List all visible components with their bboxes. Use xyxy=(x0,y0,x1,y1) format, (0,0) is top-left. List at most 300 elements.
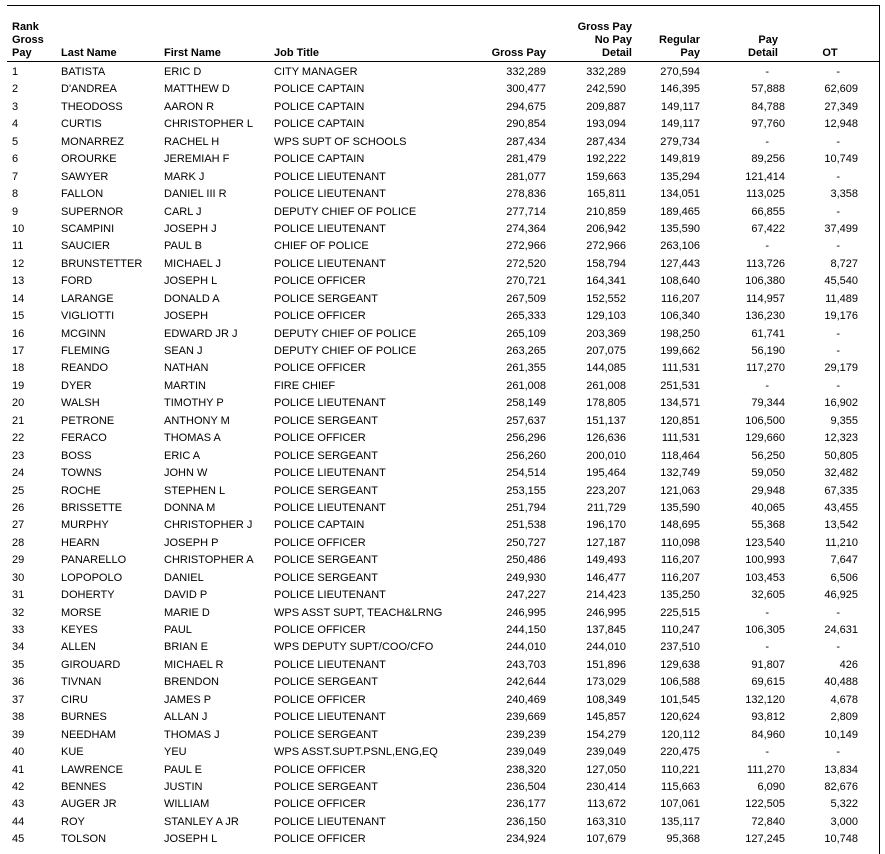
last-name-cell: KEYES xyxy=(61,624,98,636)
first-name-cell: MICHAEL J xyxy=(164,257,222,270)
last-name-cell: TIVNAN xyxy=(61,676,102,689)
last-name-cell: THEODOSS xyxy=(61,100,123,113)
job-title-cell: POLICE SERGEANT xyxy=(274,449,378,462)
gross-pay-no-detail-cell: 195,464 xyxy=(586,467,626,480)
job-title-cell: POLICE CAPTAIN xyxy=(274,153,365,166)
first-name-cell: RACHEL H xyxy=(164,135,220,148)
gross-pay-no-detail-cell: 192,222 xyxy=(586,153,626,166)
table-row xyxy=(0,343,885,360)
job-title-cell: POLICE LIEUTENANT xyxy=(274,501,386,514)
regular-pay-cell: 149,117 xyxy=(661,118,700,131)
ot-cell: 7,647 xyxy=(830,554,858,567)
gross-pay-cell: 300,477 xyxy=(506,83,546,96)
job-title-cell: POLICE LIEUTENANT xyxy=(274,467,386,480)
regular-pay-cell: 110,221 xyxy=(661,763,700,776)
regular-pay-cell: 110,247 xyxy=(661,624,700,636)
pay-detail-cell: - xyxy=(765,746,769,759)
rank-cell: 10 xyxy=(12,222,25,235)
gross-pay-cell: 261,008 xyxy=(506,379,546,392)
first-name-cell: CARL J xyxy=(164,205,202,218)
job-title-cell: POLICE OFFICER xyxy=(274,432,366,445)
gross-pay-cell: 265,333 xyxy=(506,310,546,323)
gross-pay-no-detail-cell: 200,010 xyxy=(586,449,626,462)
regular-pay-cell: 225,515 xyxy=(660,606,700,619)
regular-pay-cell: 198,250 xyxy=(660,327,700,340)
table-row xyxy=(0,430,885,447)
rank-cell: 38 xyxy=(12,711,25,724)
last-name-cell: CURTIS xyxy=(61,118,102,131)
last-name-cell: BURNES xyxy=(61,711,107,724)
gross-pay-cell: 258,149 xyxy=(506,397,546,410)
pay-detail-cell: 40,065 xyxy=(751,501,785,514)
first-name-cell: JOSEPH xyxy=(164,310,209,323)
pay-detail-cell: - xyxy=(765,135,769,148)
last-name-cell: DYER xyxy=(61,379,92,392)
job-title-cell: POLICE LIEUTENANT xyxy=(274,397,386,410)
gross-pay-no-detail-cell: 203,369 xyxy=(586,327,626,340)
rank-cell: 3 xyxy=(12,100,19,113)
job-title-cell: CHIEF OF POLICE xyxy=(274,240,369,253)
regular-pay-cell: 101,545 xyxy=(660,693,700,706)
ot-cell: 19,176 xyxy=(824,310,858,323)
table-row xyxy=(0,273,885,290)
pay-detail-cell: 113,726 xyxy=(746,257,785,270)
header-gross-pay: Gross Pay xyxy=(491,47,546,59)
pay-detail-cell: 103,453 xyxy=(745,571,785,584)
job-title-cell: POLICE OFFICER xyxy=(274,798,366,811)
rank-cell: 14 xyxy=(12,292,25,305)
pay-detail-cell: - xyxy=(765,641,769,654)
table-row xyxy=(0,744,885,761)
gross-pay-cell: 281,479 xyxy=(506,153,546,166)
gross-pay-no-detail-cell: 145,857 xyxy=(586,711,626,724)
regular-pay-cell: 263,106 xyxy=(660,240,700,253)
header-pay-detail: Pay Detail xyxy=(748,34,778,59)
table-row xyxy=(0,99,885,116)
gross-pay-cell: 251,538 xyxy=(506,519,546,532)
first-name-cell: JOSEPH J xyxy=(164,222,217,235)
last-name-cell: SCAMPINI xyxy=(61,222,115,235)
ot-cell: 11,489 xyxy=(825,292,858,305)
first-name-cell: PAUL B xyxy=(164,240,202,253)
rank-cell: 6 xyxy=(12,153,19,166)
first-name-cell: NATHAN xyxy=(164,362,209,375)
gross-pay-no-detail-cell: 193,094 xyxy=(586,118,626,131)
job-title-cell: POLICE LIEUTENANT xyxy=(274,188,386,201)
table-row xyxy=(0,639,885,656)
pay-detail-cell: - xyxy=(765,606,769,619)
rank-cell: 9 xyxy=(12,205,19,218)
rank-cell: 13 xyxy=(12,275,25,288)
pay-detail-cell: 72,840 xyxy=(751,815,785,828)
pay-detail-cell: 129,660 xyxy=(745,432,785,445)
last-name-cell: SAWYER xyxy=(61,170,109,183)
pay-detail-cell: 117,270 xyxy=(746,362,785,375)
job-title-cell: POLICE SERGEANT xyxy=(274,676,378,689)
first-name-cell: SEAN J xyxy=(164,345,203,357)
last-name-cell: BATISTA xyxy=(61,66,106,78)
ot-cell: 10,149 xyxy=(824,728,858,741)
ot-cell: 6,506 xyxy=(830,571,858,584)
last-name-cell: HEARN xyxy=(61,536,100,549)
gross-pay-cell: 242,644 xyxy=(506,676,546,689)
regular-pay-cell: 115,663 xyxy=(661,780,700,793)
regular-pay-cell: 116,207 xyxy=(661,292,700,305)
gross-pay-no-detail-cell: 144,085 xyxy=(586,362,626,375)
regular-pay-cell: 220,475 xyxy=(660,746,700,759)
gross-pay-no-detail-cell: 163,310 xyxy=(586,815,626,828)
first-name-cell: ALLAN J xyxy=(164,711,208,724)
pay-detail-cell: 56,250 xyxy=(751,449,785,462)
gross-pay-cell: 256,260 xyxy=(506,449,546,462)
gross-pay-no-detail-cell: 158,794 xyxy=(586,257,626,270)
pay-detail-cell: 67,422 xyxy=(751,222,785,235)
job-title-cell: POLICE CAPTAIN xyxy=(274,100,365,113)
table-row xyxy=(0,570,885,587)
pay-detail-cell: 97,760 xyxy=(751,118,785,131)
gross-pay-no-detail-cell: 127,050 xyxy=(586,763,626,776)
job-title-cell: POLICE OFFICER xyxy=(274,833,366,846)
gross-pay-cell: 290,854 xyxy=(506,118,546,131)
gross-pay-cell: 267,509 xyxy=(506,292,546,305)
ot-cell: - xyxy=(836,641,840,654)
gross-pay-cell: 239,239 xyxy=(506,728,546,741)
ot-cell: 5,322 xyxy=(830,798,858,811)
pay-detail-cell: 123,540 xyxy=(745,536,785,549)
regular-pay-cell: 135,294 xyxy=(660,170,700,183)
first-name-cell: JEREMIAH F xyxy=(164,153,230,166)
table-row xyxy=(0,762,885,779)
regular-pay-cell: 120,851 xyxy=(660,414,700,427)
last-name-cell: OROURKE xyxy=(61,153,117,166)
regular-pay-cell: 95,368 xyxy=(666,833,700,846)
pay-detail-cell: 79,344 xyxy=(751,397,785,410)
regular-pay-cell: 107,061 xyxy=(660,798,700,811)
header-gross-pay-no-detail: Gross Pay No Pay Detail xyxy=(577,21,632,59)
ot-cell: 27,349 xyxy=(824,100,858,113)
gross-pay-no-detail-cell: 244,010 xyxy=(586,641,626,654)
regular-pay-cell: 279,734 xyxy=(660,135,700,148)
ot-cell: 426 xyxy=(839,658,858,671)
ot-cell: 40,488 xyxy=(824,676,858,689)
first-name-cell: PAUL xyxy=(164,624,192,636)
ot-cell: - xyxy=(836,205,840,218)
pay-detail-cell: 6,090 xyxy=(757,780,785,793)
pay-detail-cell: 91,807 xyxy=(751,658,785,671)
gross-pay-no-detail-cell: 242,590 xyxy=(586,83,626,96)
table-row xyxy=(0,535,885,552)
gross-pay-no-detail-cell: 261,008 xyxy=(586,379,626,392)
last-name-cell: VIGLIOTTI xyxy=(61,310,115,323)
regular-pay-cell: 135,590 xyxy=(660,222,700,235)
gross-pay-cell: 253,155 xyxy=(506,484,546,497)
gross-pay-no-detail-cell: 230,414 xyxy=(586,780,626,793)
ot-cell: 62,609 xyxy=(824,83,858,96)
ot-cell: 29,179 xyxy=(824,362,858,375)
first-name-cell: THOMAS J xyxy=(164,728,220,741)
table-row xyxy=(0,779,885,796)
ot-cell: 32,482 xyxy=(824,467,858,480)
first-name-cell: ERIC A xyxy=(164,449,201,462)
ot-cell: 9,355 xyxy=(830,414,858,427)
gross-pay-no-detail-cell: 127,187 xyxy=(586,536,626,549)
ot-cell: - xyxy=(836,379,840,392)
first-name-cell: TIMOTHY P xyxy=(164,397,224,410)
rank-cell: 40 xyxy=(12,746,25,759)
last-name-cell: NEEDHAM xyxy=(61,728,117,741)
ot-cell: - xyxy=(836,746,840,759)
last-name-cell: BRISSETTE xyxy=(61,501,123,514)
gross-pay-no-detail-cell: 113,672 xyxy=(587,798,626,811)
pay-detail-cell: 66,855 xyxy=(751,205,785,218)
rank-cell: 4 xyxy=(12,118,19,131)
first-name-cell: ERIC D xyxy=(164,66,202,78)
last-name-cell: MONARREZ xyxy=(61,135,124,148)
regular-pay-cell: 270,594 xyxy=(660,66,700,78)
job-title-cell: POLICE OFFICER xyxy=(274,275,366,288)
table-row xyxy=(0,204,885,221)
pay-detail-cell: 59,050 xyxy=(751,467,785,480)
job-title-cell: POLICE SERGEANT xyxy=(274,728,378,741)
gross-pay-cell: 234,924 xyxy=(506,833,546,846)
job-title-cell: POLICE OFFICER xyxy=(274,310,366,323)
gross-pay-cell: 238,320 xyxy=(506,763,546,776)
last-name-cell: TOLSON xyxy=(61,833,107,846)
regular-pay-cell: 120,112 xyxy=(661,728,700,741)
gross-pay-no-detail-cell: 107,679 xyxy=(586,833,626,846)
last-name-cell: REANDO xyxy=(61,362,109,375)
gross-pay-cell: 236,177 xyxy=(506,798,546,811)
job-title-cell: POLICE LIEUTENANT xyxy=(274,589,386,602)
regular-pay-cell: 134,571 xyxy=(660,397,700,410)
rank-cell: 25 xyxy=(12,484,25,497)
job-title-cell: POLICE CAPTAIN xyxy=(274,519,365,532)
job-title-cell: CITY MANAGER xyxy=(274,66,358,78)
table-row xyxy=(0,326,885,343)
pay-detail-cell: 32,605 xyxy=(751,589,785,602)
last-name-cell: FERACO xyxy=(61,432,107,445)
table-row xyxy=(0,308,885,325)
gross-pay-no-detail-cell: 211,729 xyxy=(587,501,626,514)
regular-pay-cell: 134,051 xyxy=(660,188,700,201)
table-row xyxy=(0,291,885,308)
ot-cell: 13,834 xyxy=(824,763,858,776)
gross-pay-no-detail-cell: 159,663 xyxy=(586,170,626,183)
table-row xyxy=(0,151,885,168)
rank-cell: 8 xyxy=(12,188,19,201)
regular-pay-cell: 106,340 xyxy=(660,310,700,323)
ot-cell: 10,749 xyxy=(824,153,858,166)
ot-cell: 12,948 xyxy=(824,118,858,131)
regular-pay-cell: 121,063 xyxy=(660,484,700,497)
rank-cell: 37 xyxy=(12,693,25,706)
job-title-cell: POLICE SERGEANT xyxy=(274,571,378,584)
rank-cell: 31 xyxy=(12,589,25,602)
first-name-cell: MICHAEL R xyxy=(164,658,224,671)
gross-pay-cell: 240,469 xyxy=(506,693,546,706)
ot-cell: 3,358 xyxy=(830,188,858,201)
gross-pay-no-detail-cell: 332,289 xyxy=(586,66,626,78)
gross-pay-no-detail-cell: 246,995 xyxy=(586,606,626,619)
last-name-cell: ALLEN xyxy=(61,641,96,654)
pay-detail-cell: 100,993 xyxy=(745,554,785,567)
rank-cell: 39 xyxy=(12,728,25,741)
gross-pay-no-detail-cell: 152,552 xyxy=(586,292,626,305)
table-row xyxy=(0,622,885,639)
gross-pay-no-detail-cell: 137,845 xyxy=(586,624,626,636)
first-name-cell: MARK J xyxy=(164,170,205,183)
ot-cell: 13,542 xyxy=(824,519,858,532)
table-row xyxy=(0,378,885,395)
rank-cell: 43 xyxy=(12,798,25,811)
last-name-cell: MURPHY xyxy=(61,519,109,532)
job-title-cell: FIRE CHIEF xyxy=(274,379,336,392)
rank-cell: 11 xyxy=(12,240,24,253)
header-regular-pay: Regular Pay xyxy=(659,34,700,59)
gross-pay-cell: 250,486 xyxy=(506,554,546,567)
header-job-title: Job Title xyxy=(274,47,320,59)
table-row xyxy=(0,483,885,500)
job-title-cell: POLICE LIEUTENANT xyxy=(274,815,386,828)
first-name-cell: ANTHONY M xyxy=(164,414,230,427)
gross-pay-cell: 272,966 xyxy=(506,240,546,253)
table-row xyxy=(0,169,885,186)
rank-cell: 35 xyxy=(12,658,25,671)
table-row xyxy=(0,814,885,831)
job-title-cell: POLICE CAPTAIN xyxy=(274,83,365,96)
gross-pay-cell: 243,703 xyxy=(506,658,546,671)
first-name-cell: THOMAS A xyxy=(164,432,221,445)
rank-cell: 15 xyxy=(12,310,25,323)
gross-pay-no-detail-cell: 149,493 xyxy=(586,554,626,567)
gross-pay-cell: 254,514 xyxy=(506,467,546,480)
table-row xyxy=(0,709,885,726)
job-title-cell: DEPUTY CHIEF OF POLICE xyxy=(274,205,417,218)
first-name-cell: MARTIN xyxy=(164,379,206,392)
job-title-cell: POLICE OFFICER xyxy=(274,536,366,549)
pay-detail-cell: - xyxy=(765,240,769,253)
table-row xyxy=(0,727,885,744)
table-row xyxy=(0,465,885,482)
last-name-cell: LOPOPOLO xyxy=(61,571,123,584)
ot-cell: - xyxy=(836,606,840,619)
header-divider xyxy=(7,61,879,62)
first-name-cell: CHRISTOPHER A xyxy=(164,554,254,567)
gross-pay-no-detail-cell: 209,887 xyxy=(586,100,626,113)
last-name-cell: FLEMING xyxy=(61,345,110,357)
gross-pay-no-detail-cell: 129,103 xyxy=(586,310,626,323)
table-row xyxy=(0,517,885,534)
pay-detail-cell: 106,500 xyxy=(745,414,785,427)
rank-cell: 16 xyxy=(12,327,25,340)
pay-detail-cell: 113,025 xyxy=(746,188,785,201)
first-name-cell: JOSEPH L xyxy=(164,275,218,288)
gross-pay-no-detail-cell: 287,434 xyxy=(586,135,626,148)
pay-detail-cell: 121,414 xyxy=(745,170,785,183)
job-title-cell: POLICE SERGEANT xyxy=(274,292,378,305)
table-body xyxy=(0,64,885,849)
pay-detail-cell: 29,948 xyxy=(751,484,785,497)
rank-cell: 17 xyxy=(12,345,25,357)
rank-cell: 36 xyxy=(12,676,25,689)
regular-pay-cell: 146,395 xyxy=(660,83,700,96)
rank-cell: 21 xyxy=(12,414,25,427)
job-title-cell: POLICE OFFICER xyxy=(274,693,366,706)
last-name-cell: BRUNSTETTER xyxy=(61,257,143,270)
job-title-cell: POLICE OFFICER xyxy=(274,362,366,375)
first-name-cell: YEU xyxy=(164,746,187,759)
ot-cell: 67,335 xyxy=(824,484,858,497)
job-title-cell: DEPUTY CHIEF OF POLICE xyxy=(274,327,417,340)
first-name-cell: MATTHEW D xyxy=(164,83,230,96)
regular-pay-cell: 120,624 xyxy=(660,711,700,724)
gross-pay-cell: 239,049 xyxy=(506,746,546,759)
table-row xyxy=(0,605,885,622)
gross-pay-no-detail-cell: 154,279 xyxy=(586,728,626,741)
ot-cell: 12,323 xyxy=(824,432,858,445)
first-name-cell: DAVID P xyxy=(164,589,208,602)
table-row xyxy=(0,81,885,98)
gross-pay-cell: 272,520 xyxy=(506,257,546,270)
table-row xyxy=(0,657,885,674)
ot-cell: - xyxy=(836,240,840,253)
regular-pay-cell: 135,590 xyxy=(660,501,700,514)
rank-cell: 7 xyxy=(12,170,19,183)
gross-pay-cell: 274,364 xyxy=(506,222,546,235)
pay-detail-cell: 106,380 xyxy=(745,275,785,288)
job-title-cell: POLICE SERGEANT xyxy=(274,554,378,567)
first-name-cell: CHRISTOPHER J xyxy=(164,519,253,532)
gross-pay-no-detail-cell: 214,423 xyxy=(586,589,626,602)
rank-cell: 42 xyxy=(12,780,25,793)
header-ot: OT xyxy=(822,47,838,59)
ot-cell: 10,748 xyxy=(824,833,858,846)
ot-cell: 43,455 xyxy=(824,501,858,514)
table-row xyxy=(0,831,885,848)
first-name-cell: STEPHEN L xyxy=(164,484,226,497)
last-name-cell: TOWNS xyxy=(61,467,102,480)
table-row xyxy=(0,692,885,709)
first-name-cell: WILLIAM xyxy=(164,798,210,811)
first-name-cell: JOSEPH L xyxy=(164,833,218,846)
gross-pay-cell: 294,675 xyxy=(506,100,546,113)
table-row xyxy=(0,221,885,238)
regular-pay-cell: 149,117 xyxy=(661,100,700,113)
gross-pay-no-detail-cell: 108,349 xyxy=(586,693,626,706)
rank-cell: 20 xyxy=(12,397,25,410)
first-name-cell: EDWARD JR J xyxy=(164,327,238,340)
last-name-cell: LAWRENCE xyxy=(61,763,123,776)
gross-pay-no-detail-cell: 210,859 xyxy=(586,205,626,218)
ot-cell: 37,499 xyxy=(824,222,858,235)
header-rank: Rank Gross Pay xyxy=(12,21,44,59)
regular-pay-cell: 108,640 xyxy=(660,275,700,288)
ot-cell: 45,540 xyxy=(824,275,858,288)
pay-detail-cell: 132,120 xyxy=(745,693,785,706)
job-title-cell: POLICE SERGEANT xyxy=(274,414,378,427)
rank-cell: 24 xyxy=(12,467,25,480)
last-name-cell: KUE xyxy=(61,746,84,759)
last-name-cell: MORSE xyxy=(61,606,102,619)
table-row xyxy=(0,552,885,569)
regular-pay-cell: 251,531 xyxy=(660,379,700,392)
first-name-cell: DANIEL III R xyxy=(164,188,227,201)
table-row xyxy=(0,256,885,273)
regular-pay-cell: 132,749 xyxy=(660,467,700,480)
gross-pay-cell: 281,077 xyxy=(506,170,546,183)
last-name-cell: ROY xyxy=(61,815,85,828)
gross-pay-cell: 236,504 xyxy=(506,780,546,793)
